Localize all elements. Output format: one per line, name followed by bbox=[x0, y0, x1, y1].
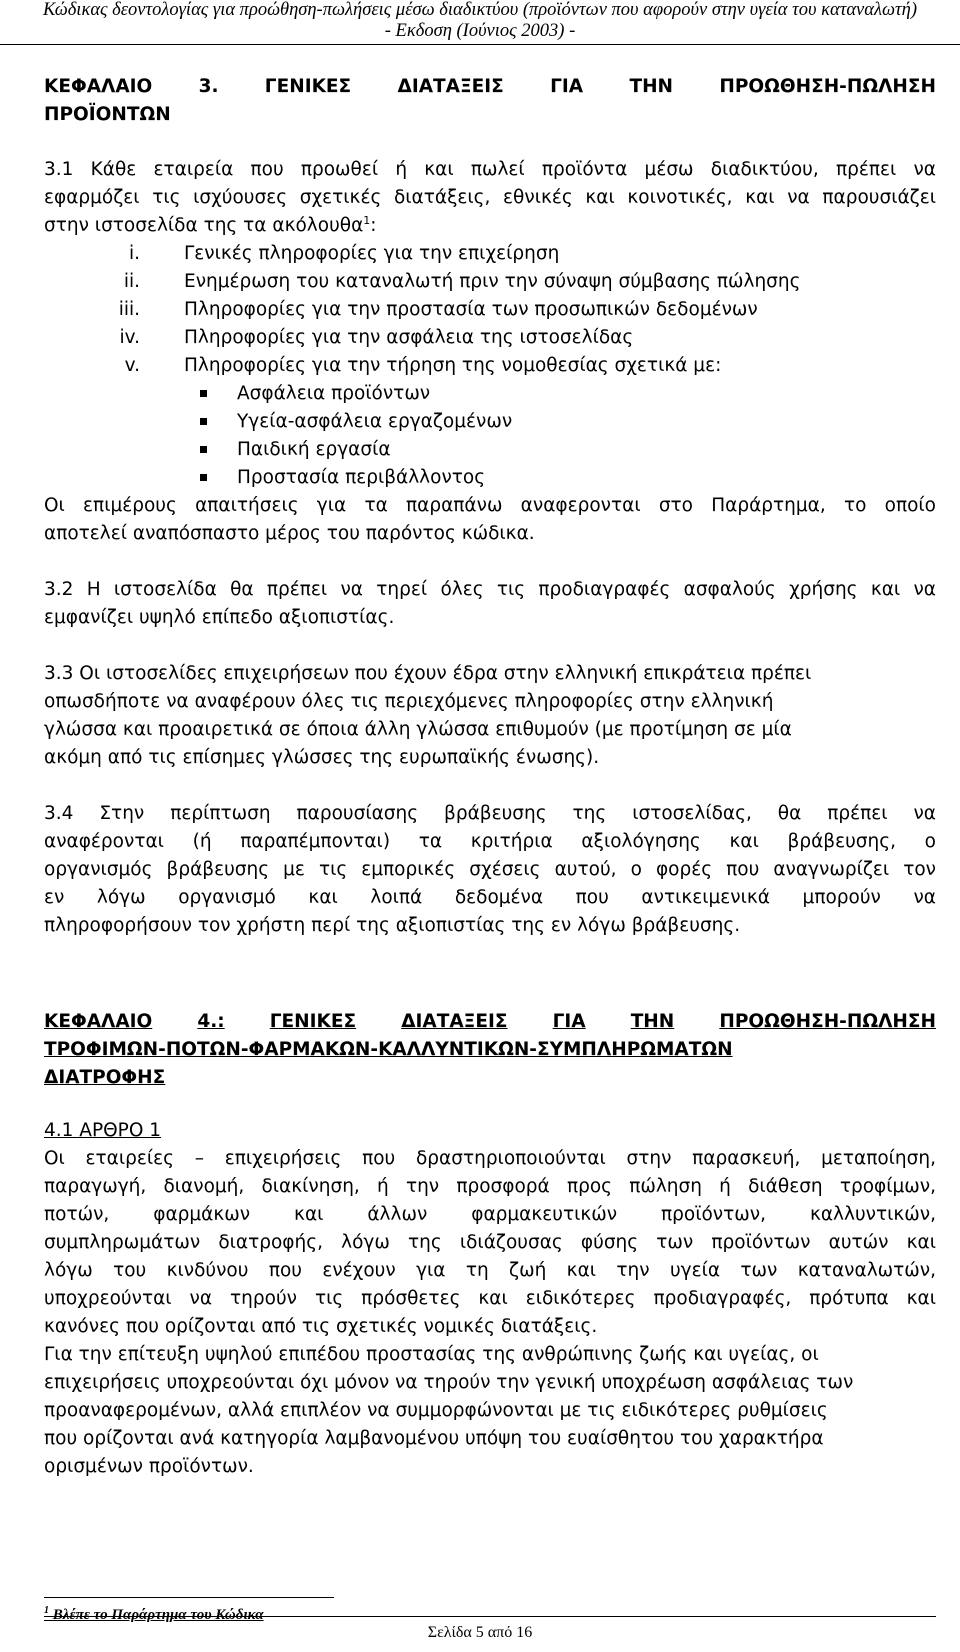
paragraph-3-2 bbox=[44, 576, 936, 632]
square-bullet-icon bbox=[200, 474, 207, 481]
heading-word: ΠΡΟΩΘΗΣΗ-ΠΩΛΗΣΗ bbox=[719, 1011, 936, 1032]
bullet-item bbox=[0, 380, 960, 408]
paragraph-line: κανόνες που ορίζονται από τις σχετικές νομικές διατάξεις. bbox=[44, 1316, 598, 1337]
paragraph-line: ορισμένων προϊόντων. bbox=[44, 1456, 254, 1477]
square-bullet-icon bbox=[200, 390, 207, 397]
square-bullet-icon bbox=[200, 446, 207, 453]
running-header bbox=[0, 0, 960, 45]
heading-line: ΠΡΟΪΟΝΤΩΝ bbox=[44, 104, 171, 125]
heading-line: ΤΡΟΦΙΜΩΝ-ΠΟΤΩΝ-ΦΑΡΜΑΚΩΝ-ΚΑΛΛΥΝΤΙΚΩΝ-ΣΥΜΠΛΗΡΩΜΑΤΩΝ bbox=[44, 1039, 733, 1060]
paragraph-3-3 bbox=[44, 660, 936, 772]
annex-paragraph bbox=[44, 492, 936, 548]
paragraph-line: αποτελεί αναπόσπαστο μέρος του παρόντος κώδικα. bbox=[44, 523, 535, 544]
heading-word: ΔΙΑΤΑΞΕΙΣ bbox=[401, 1011, 508, 1032]
paragraph-line: υποχρεούνται να τηρούν τις πρόσθετες και ειδικότερες προδιαγραφές, πρότυπα και bbox=[44, 1288, 936, 1309]
paragraph-line: οργανισμός βράβευσης με τις εμπορικές σχέσεις αυτού, ο φορές που αναγνωρίζει τον bbox=[44, 859, 936, 880]
footnote-mark: 1 bbox=[44, 1605, 49, 1616]
heading-word: ΓΙΑ bbox=[550, 76, 584, 97]
paragraph-line: 3.3 Οι ιστοσελίδες επιχειρήσεων που έχουν έδρα στην ελληνική επικράτεια πρέπει bbox=[44, 663, 812, 684]
list-text: Πληροφορίες για την ασφάλεια της ιστοσελίδας bbox=[184, 327, 634, 348]
list-number: iv. bbox=[119, 327, 140, 348]
paragraph-line: προαναφερομένων, αλλά επιπλέον να συμμορφώνονται με τις ειδικότερες ρυθμίσεις bbox=[44, 1400, 828, 1421]
bullet-item bbox=[0, 436, 960, 464]
heading-line: ΔΙΑΤΡΟΦΗΣ bbox=[44, 1067, 166, 1088]
paragraph-line: λόγω του κινδύνου που ενέχουν για τη ζωή και την υγεία των καταναλωτών, bbox=[44, 1260, 936, 1281]
paragraph-line: Οι επιμέρους απαιτήσεις για τα παραπάνω αναφερονται στο Παράρτημα, το οποίο bbox=[44, 495, 936, 516]
list-text: Πληροφορίες για την προστασία των προσωπικών δεδομένων bbox=[184, 299, 758, 320]
list-item bbox=[44, 296, 936, 324]
bullet-text: Προστασία περιβάλλοντος bbox=[237, 467, 486, 488]
list-item bbox=[44, 324, 936, 352]
bullet-text: Παιδική εργασία bbox=[237, 439, 391, 460]
heading-word: ΓΕΝΙΚΕΣ bbox=[264, 76, 352, 97]
bullet-item bbox=[0, 408, 960, 436]
paragraph-line: πληροφορήσουν τον χρήστη περί της αξιοπιστίας της εν λόγω βράβευσης. bbox=[44, 915, 741, 936]
paragraph-line: 3.1 Κάθε εταιρεία που προωθεί ή και πωλεί προϊόντα μέσω διαδικτύου, πρέπει να bbox=[44, 159, 936, 180]
heading-word: ΚΕΦΑΛΑΙΟ bbox=[44, 76, 153, 97]
paragraph-line: εν λόγω οργανισμό και λοιπά δεδομένα που αντικειμενικά μπορούν να bbox=[44, 887, 936, 908]
bullet-text: Υγεία-ασφάλεια εργαζομένων bbox=[237, 411, 513, 432]
footnote-separator bbox=[44, 1597, 334, 1598]
paragraph-text: : bbox=[370, 215, 377, 236]
list-text: Πληροφορίες για την τήρηση της νομοθεσίας σχετικά με: bbox=[184, 355, 722, 376]
list-item bbox=[44, 240, 936, 268]
paragraph-line bbox=[44, 212, 936, 240]
heading-word: ΤΗΝ bbox=[629, 76, 674, 97]
paragraph-line: ακόμη από τις επίσημες γλώσσες της ευρωπαϊκής ένωσης). bbox=[44, 747, 600, 768]
article-title: 4.1 ΑΡΘΡΟ 1 bbox=[44, 1120, 162, 1141]
list-text: Ενημέρωση του καταναλωτή πριν την σύναψη σύμβασης πώλησης bbox=[184, 271, 801, 292]
paragraph-4-1 bbox=[44, 1145, 936, 1341]
paragraph-line: 3.2 Η ιστοσελίδα θα πρέπει να τηρεί όλες τις προδιαγραφές ασφαλούς χρήσης και να bbox=[44, 579, 936, 600]
heading-word: ΚΕΦΑΛΑΙΟ bbox=[44, 1011, 153, 1032]
heading-word: ΓΙΑ bbox=[552, 1011, 586, 1032]
heading-word: ΤΗΝ bbox=[630, 1011, 675, 1032]
paragraph-line: αναφέρονται (ή παραπέμπονται) τα κριτήρια αξιολόγησης και βράβευσης, ο bbox=[44, 831, 936, 852]
paragraph-4-2 bbox=[44, 1341, 936, 1481]
paragraph-line: Οι εταιρείες – επιχειρήσεις που δραστηριοποιούνται στην παρασκευή, μεταποίηση, bbox=[44, 1148, 936, 1169]
heading-word: ΓΕΝΙΚΕΣ bbox=[269, 1011, 357, 1032]
heading-word: ΔΙΑΤΑΞΕΙΣ bbox=[397, 76, 504, 97]
paragraph-3-4 bbox=[44, 800, 936, 940]
paragraph-line: οπωσδήποτε να αναφέρουν όλες τις περιεχόμενες πληροφορίες στην ελληνική bbox=[44, 691, 774, 712]
chapter4-heading bbox=[44, 1008, 936, 1092]
paragraph-line: εμφανίζει υψηλό επίπεδο αξιοπιστίας. bbox=[44, 607, 395, 628]
list-item bbox=[44, 352, 936, 380]
bullet-text: Ασφάλεια προϊόντων bbox=[237, 383, 431, 404]
footer-rule bbox=[44, 1616, 936, 1617]
list-text: Γενικές πληροφορίες για την επιχείρηση bbox=[184, 243, 560, 264]
paragraph-line: γλώσσα και προαιρετικά σε όποια άλλη γλώσσα επιθυμούν (με προτίμηση σε μία bbox=[44, 719, 792, 740]
heading-word: 3. bbox=[198, 76, 219, 97]
chapter3-heading bbox=[44, 73, 936, 129]
square-bullet-icon bbox=[200, 418, 207, 425]
list-number: i. bbox=[128, 243, 140, 264]
paragraph-line: ποτών, φαρμάκων και άλλων φαρμακευτικών προϊόντων, καλλυντικών, bbox=[44, 1204, 936, 1225]
running-header-title: Κώδικας δεοντολογίας για προώθηση-πωλήσεις μέσω διαδικτύου (προϊόντων που αφορούν στην υγεία του καταναλωτή) bbox=[42, 0, 917, 20]
heading-word: 4.: bbox=[197, 1011, 225, 1032]
list-number: ii. bbox=[123, 271, 140, 292]
paragraph-line: συμπληρωμάτων διατροφής, λόγω της ιδιάζουσας φύσης των προϊόντων αυτών και bbox=[44, 1232, 936, 1253]
list-number: iii. bbox=[118, 299, 140, 320]
paragraph-3-1 bbox=[44, 156, 936, 240]
paragraph-line: παραγωγή, διανομή, διακίνηση, ή την προσφορά προς πώληση ή διάθεση τροφίμων, bbox=[44, 1176, 936, 1197]
footnote-text: Βλέπε το Παράρτημα του Κώδικα bbox=[52, 1607, 264, 1623]
list-number: v. bbox=[124, 355, 140, 376]
paragraph-line: Για την επίτευξη υψηλού επιπέδου προστασίας της ανθρώπινης ζωής και υγείας, οι bbox=[44, 1344, 819, 1365]
footnote-ref[interactable]: 1 bbox=[363, 213, 371, 227]
bullet-item bbox=[0, 464, 960, 492]
running-header-edition: - Εκδοση (Ιούνιος 2003) - bbox=[384, 21, 576, 41]
page-number: Σελίδα 5 από 16 bbox=[427, 1624, 533, 1641]
list-item bbox=[44, 268, 936, 296]
paragraph-line: επιχειρήσεις υποχρεούνται όχι μόνον να τηρούν την γενική υποχρέωση ασφάλειας των bbox=[44, 1372, 854, 1393]
paragraph-line: 3.4 Στην περίπτωση παρουσίασης βράβευσης της ιστοσελίδας, θα πρέπει να bbox=[44, 803, 936, 824]
paragraph-line: που ορίζονται ανά κατηγορία λαμβανομένου υπόψη του ευαίσθητου του χαρακτήρα bbox=[44, 1428, 824, 1449]
paragraph-text: στην ιστοσελίδα της τα ακόλουθα bbox=[44, 215, 364, 236]
heading-word: ΠΡΟΩΘΗΣΗ-ΠΩΛΗΣΗ bbox=[719, 76, 936, 97]
paragraph-line: εφαρμόζει τις ισχύουσες σχετικές διατάξεις, εθνικές και κοινοτικές, και να παρουσιάζει bbox=[44, 187, 936, 208]
